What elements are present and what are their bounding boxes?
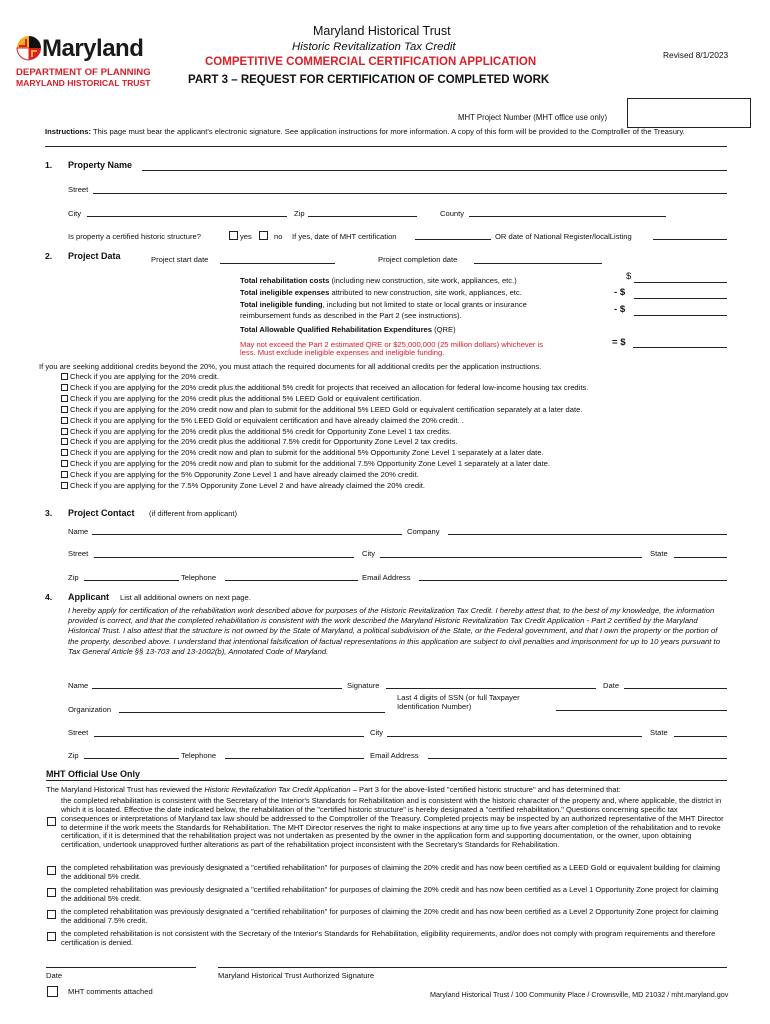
credit-option-label: Check if you are applying for the 20% credit now and plan to submit for the additional 5% Opportunity Zone Level 1 separately at a later date. [70, 448, 544, 458]
section-2-number: 2. [45, 251, 53, 261]
applicant-street-label: Street [68, 728, 89, 737]
logo-mht: MARYLAND HISTORICAL TRUST [16, 78, 151, 88]
credit-option-label: Check if you are applying for the 20% credit now and plan to submit for the additional 5% LEED Gold or equivalent certification separately at a later date. [70, 404, 583, 414]
contact-name-label: Name [68, 527, 89, 536]
credit-option-label: Check if you are applying for the 20% credit. [70, 372, 220, 381]
cert-date-label: If yes, date of MHT certification [292, 232, 397, 241]
applicant-telephone-label: Telephone [181, 751, 217, 760]
ineligible-expenses-field[interactable] [634, 298, 727, 299]
rehab-costs-label: Total rehabilitation costs (including new construction, site work, appliances, etc.) [240, 276, 517, 285]
contact-zip-field[interactable] [84, 580, 179, 581]
credit-option-checkbox[interactable] [61, 406, 68, 413]
completion-date-field[interactable] [474, 263, 602, 264]
no-checkbox[interactable] [259, 231, 268, 240]
organization-field[interactable] [119, 712, 385, 713]
qre-equals: = $ [612, 337, 626, 348]
nr-date-label: OR date of National Register/localListing [495, 232, 632, 241]
instructions-text: This page must bear the applicant's electronic signature. See application instructions for more information. A copy of this form will be provided to the Comptroller of the Treasury. [92, 127, 685, 136]
official-date-field[interactable] [46, 967, 196, 968]
applicant-date-label: Date [603, 681, 620, 690]
contact-state-field[interactable] [674, 557, 727, 558]
official-intro: The Maryland Historical Trust has reviewed the Historic Revitalization Tax Credit Application – Part 3 for the above-listed "certified historic structure" and has determined that: [46, 785, 621, 794]
credit-option-checkbox[interactable] [61, 395, 68, 402]
city-field[interactable] [87, 216, 287, 217]
applicant-city-label: City [370, 728, 384, 737]
credit-option-label: Check if you are applying for the 5% LEED Gold or equivalent certification and have already claimed the 20% credit. . [70, 415, 464, 425]
county-label: County [440, 209, 465, 218]
mht-comments-checkbox[interactable] [47, 986, 58, 997]
section-3-subtitle: (if different from applicant) [149, 509, 238, 518]
city-label: City [68, 209, 82, 218]
applicant-street-field[interactable] [94, 736, 364, 737]
applicant-state-field[interactable] [674, 736, 727, 737]
revised-date: Revised 8/1/2023 [663, 50, 729, 60]
ssn-label-line2: Identification Number) [397, 702, 472, 711]
credit-option-label: Check if you are applying for the 20% credit now and plan to submit for the additional 7.5% Opportunity Zone Level 1 separately at a later date. [70, 459, 550, 469]
official-option-1-text: the completed rehabilitation is consistent with the Secretary of the Interior's Standards for Rehabilitation and is consistent with the historic character of the property and, where applicable, the district in which it is located. Effective the date indicated below, the rehabilitation of the "certified historic structure" is hereby designated a "certified rehabilitation." Questions concerning specific tax consequences or interpretations of Maryland tax law should be addressed to the Comptroller of the Treasury. Completed projects may be inspected by an authorized representative of the MHT Director to determine if the work meets the Standards for Rehabilitation. The MHT Director reserves the right to make inspections at any time up to five years after completion of the rehabilitation and to revoke certification, if it is determined that the rehabilitation project was not undertaken as presented by the owner in the application form and supporting documentation, or the owner, upon obtaining certification, undertook unapproved further alterations as part of the rehabilitation project inconsistent with the Secretary's Standards for Rehabilitation. [61, 796, 724, 850]
property-name-field[interactable] [142, 170, 727, 171]
contact-zip-label: Zip [68, 573, 79, 582]
section-4-subtitle: List all additional owners on next page. [120, 593, 251, 602]
contact-telephone-field[interactable] [225, 580, 358, 581]
contact-street-field[interactable] [94, 557, 354, 558]
ineligible-funding-line2: reimbursement funds as described in the Part 2 (see instructions). [240, 311, 462, 320]
attestation-text: I hereby apply for certification of the rehabilitation work described above for purposes of the Historic Revitalization Tax Credit. I hereby attest that, to the best of my knowledge, the information provided is correct, and that the completed rehabilitation is consistent with the work described the Maryland Historic Revitalization Tax Credit Application - Part 2 certified by the Maryland Historical Trust. I also attest that the structure is not owned by the State of Maryland, a political subdivision of the State, or the Federal government, and that I own the property or the portion of the property, described above. I understand that intentional falsification of factual representations in this application are subject to civil penalties and imprisonment for up to 10 years pursuant to Tax General Article §§ 13-703 and 13-1002(b), Annotated Code of Maryland. [68, 606, 720, 656]
mht-comments-label: MHT comments attached [68, 987, 153, 996]
section-4-number: 4. [45, 592, 53, 602]
start-date-label: Project start date [151, 255, 209, 264]
ineligible-funding-minus: - $ [614, 304, 626, 315]
project-number-label: MHT Project Number (MHT office use only) [458, 113, 608, 122]
instructions-label: Instructions: [45, 127, 91, 136]
logo-department: DEPARTMENT OF PLANNING [16, 67, 151, 78]
ineligible-funding-field[interactable] [634, 315, 727, 316]
certified-question: Is property a certified historic structure? [68, 232, 201, 241]
credit-option-checkbox[interactable] [61, 438, 68, 445]
additional-credits-intro: If you are seeking additional credits beyond the 20%, you must attach the required documents for all additional credits per the application instructions. [39, 362, 542, 371]
applicant-signature-field[interactable] [386, 688, 596, 689]
contact-city-label: City [362, 549, 376, 558]
credit-option-checkbox[interactable] [61, 449, 68, 456]
rehab-costs-field[interactable] [634, 282, 727, 283]
applicant-email-label: Email Address [370, 751, 419, 760]
credit-option-label: Check if you are applying for the 5% Opporunity Zone Level 1 and have already claimed the 20% credit. [70, 470, 419, 480]
credit-option-label: Check if you are applying for the 20% credit plus the additional 5% LEED Gold or equivalent certification. [70, 393, 422, 403]
contact-company-field[interactable] [448, 534, 727, 535]
agency-name: Maryland Historical Trust [313, 24, 451, 38]
official-option-1-checkbox[interactable] [47, 817, 56, 826]
credit-option-label: Check if you are applying for the 20% credit plus the additional 5% credit for projects that received an allocation for federal low-income housing tax credits. [70, 382, 589, 392]
official-option-5-text: the completed rehabilitation is not consistent with the Secretary of the Interior's Standards for Rehabilitation, eligibility requirements, and/or does not comply with program requirements and therefore certification is denied. [61, 929, 716, 947]
zip-label: Zip [294, 209, 305, 218]
yes-checkbox[interactable] [229, 231, 238, 240]
qre-limit-line2: less. Must exclude ineligible expenses and ineligible funding. [240, 348, 445, 357]
county-field[interactable] [469, 216, 666, 217]
credit-option-checkbox[interactable] [61, 373, 68, 380]
official-option-2-text: the completed rehabilitation was previously designated a "certified rehabilitation" for purposes of claiming the 20% credit and has now been certified as a LEED Gold or equivalent building for claiming the additional 5% credit. [61, 863, 721, 881]
footer-address: Maryland Historical Trust / 100 Community Place / Crownsville, MD 21032 / mht.maryland.gov [430, 990, 729, 999]
official-date-label: Date [46, 971, 63, 980]
official-signature-field[interactable] [218, 967, 727, 968]
logo-wordmark: Maryland [42, 35, 144, 62]
contact-telephone-label: Telephone [181, 573, 217, 582]
project-number-box[interactable] [627, 98, 751, 128]
section-1-title: Property Name [68, 160, 133, 170]
ineligible-expenses-minus: - $ [614, 287, 626, 298]
section-1-number: 1. [45, 160, 53, 170]
qre-limit-line1: May not exceed the Part 2 estimated QRE or $25,000,000 (25 million dollars) whichever is [240, 340, 544, 349]
applicant-state-label: State [650, 728, 668, 737]
section-4-title: Applicant [68, 592, 110, 602]
section-2-title: Project Data [68, 251, 121, 261]
logo [14, 33, 179, 91]
credit-option-checkbox[interactable] [61, 384, 68, 391]
official-option-4-checkbox[interactable] [47, 910, 56, 919]
yes-label: yes [240, 232, 252, 241]
credit-option-checkbox[interactable] [61, 482, 68, 489]
credit-option-label: Check if you are applying for the 7.5% Opporunity Zone Level 2 and have already claimed the 20% credit. [70, 481, 426, 490]
zip-field[interactable] [308, 216, 417, 217]
applicant-telephone-field[interactable] [225, 758, 364, 759]
ineligible-funding-label: Total ineligible funding, including but not limited to state or local grants or insurance [240, 300, 527, 309]
credit-option-checkbox[interactable] [61, 417, 68, 424]
credit-option-label: Check if you are applying for the 20% credit plus the additional 5% credit for Opportunity Zone Level 1 tax credits. [70, 426, 452, 436]
official-option-3-text: the completed rehabilitation was previously designated a "certified rehabilitation" for purposes of claiming the 20% credit and has now been certified as a Level 1 Opportunity Zone project for claiming the additional 5% credit. [61, 885, 719, 903]
instructions [45, 127, 727, 136]
qre-label: Total Allowable Qualified Rehabilitation Expenditures (QRE) [240, 325, 456, 334]
completion-date-label: Project completion date [378, 255, 458, 264]
official-signature-label: Maryland Historical Trust Authorized Signature [218, 971, 375, 980]
applicant-email-field[interactable] [428, 758, 727, 759]
official-option-2-checkbox[interactable] [47, 866, 56, 875]
contact-company-label: Company [407, 527, 440, 536]
ssn-label-line1: Last 4 digits of SSN (or full Taxpayer [397, 693, 520, 702]
maryland-flag-icon [14, 33, 44, 63]
section-3-number: 3. [45, 508, 53, 518]
applicant-zip-field[interactable] [84, 758, 179, 759]
section-3-title: Project Contact [68, 508, 135, 518]
contact-name-field[interactable] [92, 534, 402, 535]
official-option-4-text: the completed rehabilitation was previously designated a "certified rehabilitation" for purposes of claiming the 20% credit and has now been certified as a Level 2 Opportunity Zone project for claiming the additional 7.5% credit. [61, 907, 719, 925]
official-option-3-checkbox[interactable] [47, 888, 56, 897]
applicant-signature-label: Signature [347, 681, 380, 690]
nr-date-field[interactable] [653, 239, 727, 240]
applicant-name-field[interactable] [92, 688, 342, 689]
applicant-city-field[interactable] [387, 736, 642, 737]
applicant-date-field[interactable] [624, 688, 727, 689]
official-option-5-checkbox[interactable] [47, 932, 56, 941]
contact-street-label: Street [68, 549, 89, 558]
rehab-costs-dollar: $ [626, 271, 632, 282]
ineligible-expenses-label: Total ineligible expenses attributed to new construction, site work, appliances, etc. [240, 288, 522, 297]
applicant-zip-label: Zip [68, 751, 79, 760]
applicant-name-label: Name [68, 681, 89, 690]
credit-option-checkbox[interactable] [61, 460, 68, 467]
contact-state-label: State [650, 549, 668, 558]
form-title: COMPETITIVE COMMERCIAL CERTIFICATION APPLICATION [205, 56, 537, 68]
street-field[interactable] [93, 193, 727, 194]
start-date-field[interactable] [220, 263, 335, 264]
cert-date-field[interactable] [415, 239, 491, 240]
form-subtitle: PART 3 – REQUEST FOR CERTIFICATION OF COMPLETED WORK [188, 74, 550, 86]
contact-email-label: Email Address [362, 573, 411, 582]
credit-option-label: Check if you are applying for the 20% credit plus the additional 7.5% credit for Opportunity Zone Level 2 tax credits. [70, 437, 458, 447]
qre-field[interactable] [633, 347, 727, 348]
contact-city-field[interactable] [380, 557, 642, 558]
street-label: Street [68, 185, 89, 194]
ssn-field[interactable] [556, 710, 727, 711]
program-name: Historic Revitalization Tax Credit [292, 41, 456, 53]
credit-option-checkbox[interactable] [61, 471, 68, 478]
credit-option-checkbox[interactable] [61, 428, 68, 435]
organization-label: Organization [68, 705, 112, 714]
official-use-title: MHT Official Use Only [46, 769, 141, 779]
contact-email-field[interactable] [419, 580, 727, 581]
no-label: no [274, 232, 283, 241]
